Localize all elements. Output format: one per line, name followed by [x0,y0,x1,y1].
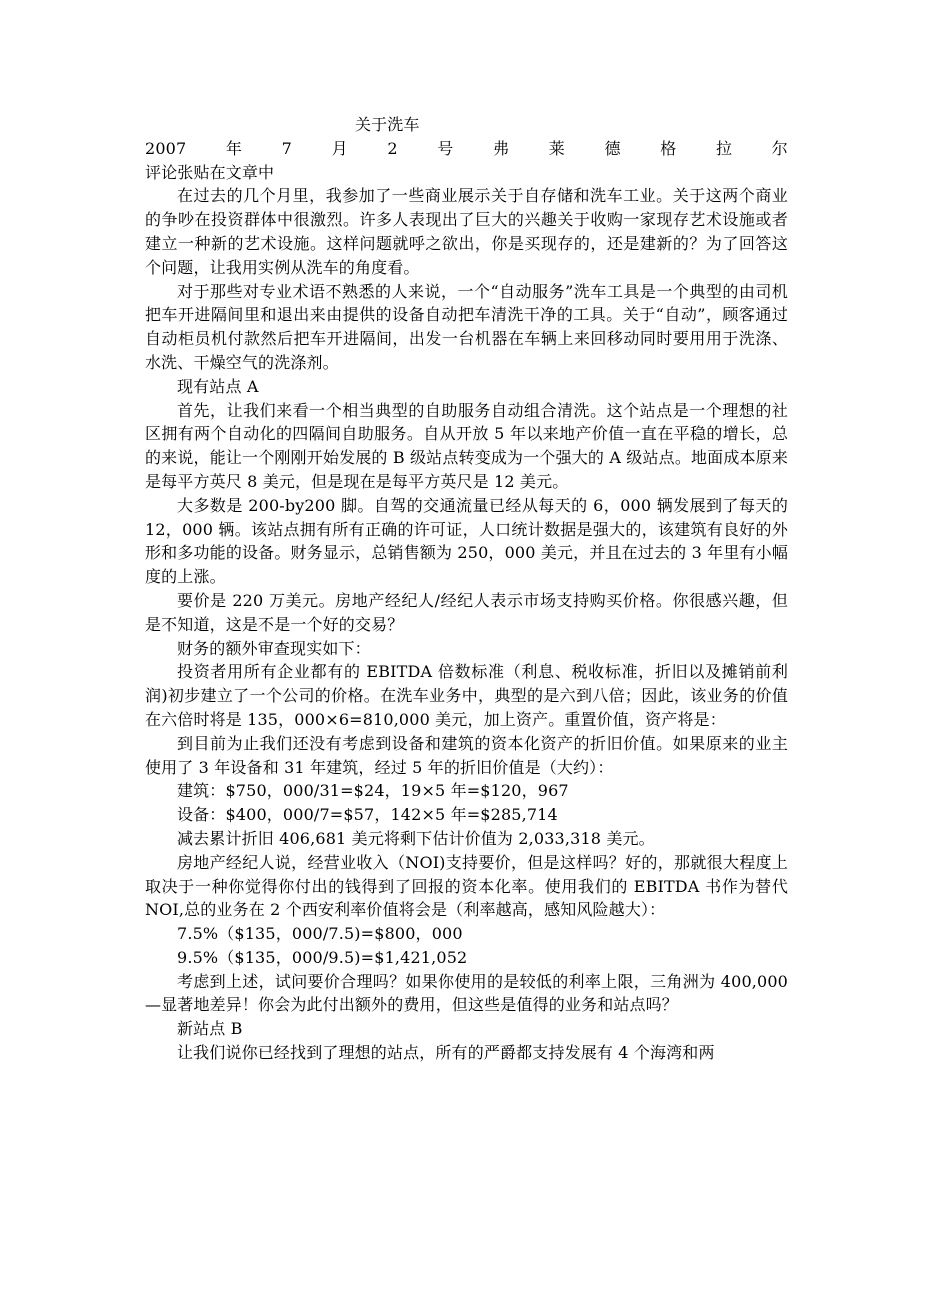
byline-token: 尔 [771,138,788,158]
byline-token: 拉 [716,138,733,158]
indented-line: 减去累计折旧 406,681 美元将剩下估计价值为 2,033,318 美元。 [177,828,655,848]
document-body [145,113,788,1065]
document-title: 关于洗车 [355,115,420,134]
byline-token: 格 [660,138,677,158]
byline-token: 弗 [493,138,510,158]
indented-line: 建筑：$750，000/31=$24，19×5 年=$120，967 [177,781,569,801]
paragraph: 投资者用所有企业都有的 EBITDA 倍数标准（利息、税收标准，折旧以及摊销前利润)初步建立了一个公司的价格。在洗车业务中，典型的是六到八倍；因此，该业务的价值在六倍时将是 135，000×6=810,000 美元，加上资产。重置价值，资产将是： [145,662,788,729]
paragraph: 要价是 220 万美元。房地产经纪人/经纪人表示市场支持购买价格。你很感兴趣，但是不知道，这是不是一个好的交易？ [145,590,788,634]
paragraph: 考虑到上述，试问要价合理吗？如果你使用的是较低的利率上限，三角洲为 400,000—显著地差异！你会为此付出额外的费用，但这些是值得的业务和站点吗？ [145,971,788,1015]
indented-line: 9.5%（$135，000/9.5)=$1,421,052 [177,947,468,967]
indented-line: 设备：$400，000/7=$57，142×5 年=$285,714 [177,805,558,825]
byline-token: 莱 [548,138,565,158]
paragraph: 让我们说你已经找到了理想的站点，所有的严爵都支持发展有 4 个海湾和两 [177,1043,715,1063]
paragraph: 对于那些对专业术语不熟悉的人来说，一个“自动服务”洗车工具是一个典型的由司机把车开进隔间里和退出来由提供的设备自动把车清洗干净的工具。关于“自动”，顾客通过自动柜员机付款然后把车开进隔间，出发一台机器在车辆上来回移动同时要用用于洗涤、水洗、干燥空气的洗涤剂。 [145,281,788,372]
byline-token: 德 [604,138,621,158]
indented-line: 新站点 B [177,1019,243,1039]
paragraph: 房地产经纪人说，经营业收入（NOI)支持要价，但是这样吗？好的，那就很大程度上取决于一种你觉得你付出的钱得到了回报的资本化率。使用我们的 EBITDA 书作为替代 NOI,总的业务在 2 个西安利率价值将会是（利率越高，感知风险越大）： [145,852,788,920]
byline-token: 月 [331,138,348,158]
byline-date-author [145,137,788,161]
article-text [145,184,788,1064]
byline-token: 2 [387,138,398,158]
byline-token: 2007 [145,138,187,158]
indented-line: 现有站点 A [177,376,259,396]
paragraph: 在过去的几个月里，我参加了一些商业展示关于自存储和洗车工业。关于这两个商业的争吵在投资群体中很激烈。许多人表现出了巨大的兴趣关于收购一家现存艺术设施或者建立一种新的艺术设施。这样问题就呼之欲出，你是买现存的，还是建新的？为了回答这个问题，让我用实例从洗车的角度看。 [145,186,788,277]
paragraph: 大多数是 200-by200 脚。自驾的交通流量已经从每天的 6，000 辆发展到了每天的 12，000 辆。该站点拥有所有正确的许可证，人口统计数据是强大的，该建筑有良好的外形和多功能的设备。财务显示，总销售额为 250，000 美元，并且在过去的 3 年里有小幅度的上涨。 [145,495,788,587]
indented-line: 7.5%（$135，000/7.5)=$800，000 [177,924,463,944]
byline-token: 年 [225,138,243,158]
paragraph: 到目前为止我们还没有考虑到设备和建筑的资本化资产的折旧价值。如果原来的业主使用了 3 年设备和 31 年建筑，经过 5 年的折旧价值是（大约）： [145,733,788,777]
comment-note: 评论张贴在文章中 [145,162,275,182]
byline-token: 号 [437,138,454,158]
byline-token: 7 [281,138,293,158]
paragraph: 首先，让我们来看一个相当典型的自助服务自动组合清洗。这个站点是一个理想的社区拥有两个自动化的四隔间自助服务。自从开放 5 年以来地产价值一直在平稳的增长，总的来说，能让一个刚刚开始发展的 B 级站点转变成为一个强大的 A 级站点。地面成本原来是每平方英尺 8 美元，但是现在是每平方英尺是 12 美元。 [145,400,788,491]
indented-line: 财务的额外审查现实如下： [177,638,371,658]
